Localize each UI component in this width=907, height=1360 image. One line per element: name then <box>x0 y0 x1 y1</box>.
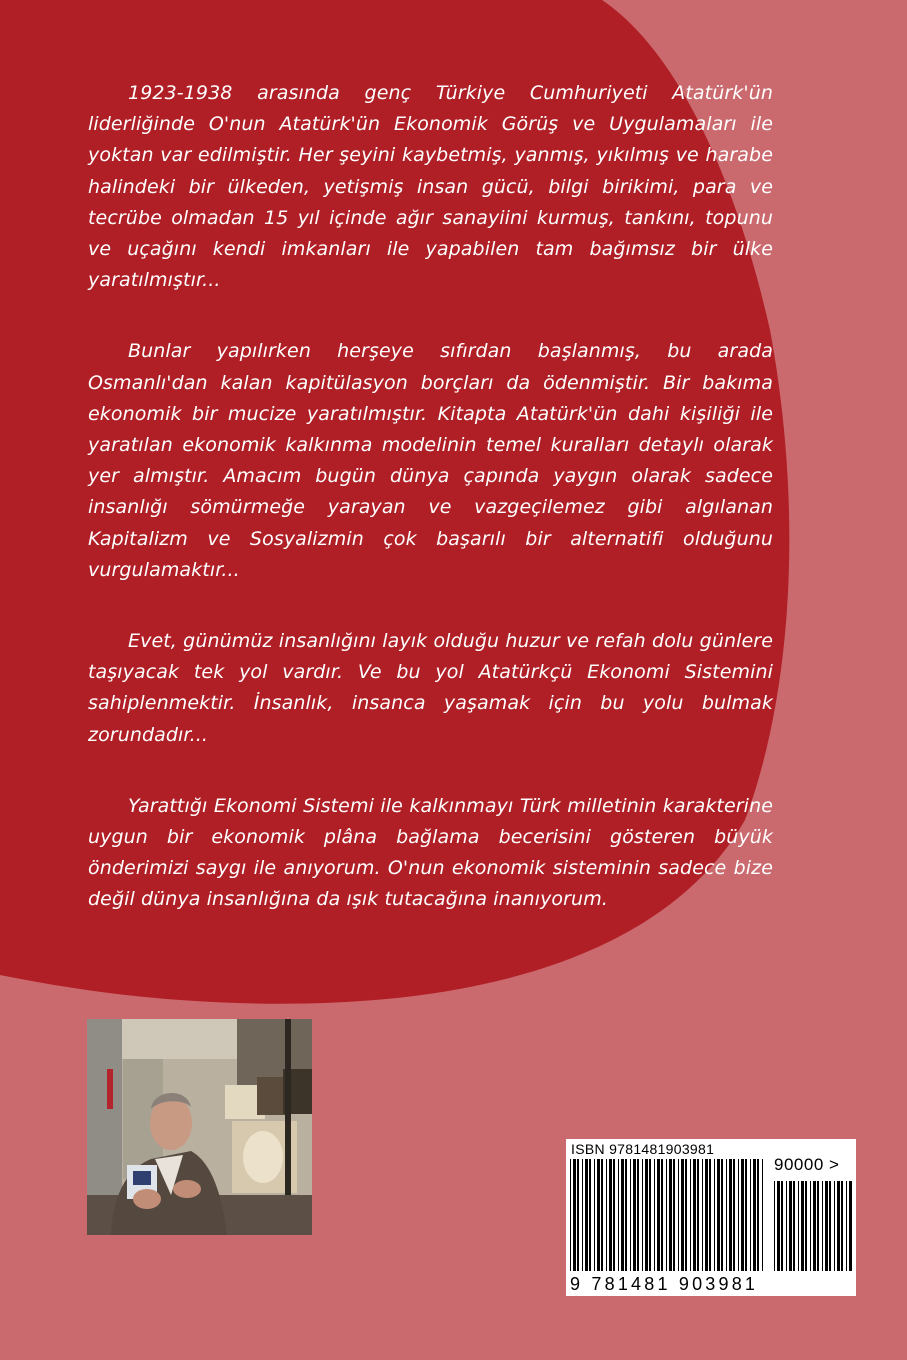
paragraph-3: Evet, günümüz insanlığını layık olduğu huzur ve refah dolu günlere taşıyacak tek yol vardır. Ve bu yol Atatürkçü Ekonomi Sistemini sahiplenmektir. İnsanlık, insanca yaşamak için bu yolu bulmak zorundadır... <box>88 630 773 746</box>
paragraph-2: Bunlar yapılırken herşeye sıfırdan başlanmış, bu arada Osmanlı'dan kalan kapitülasyon borçları da ödenmiştir. Bir bakıma ekonomik bir mucize yaratılmıştır. Kitapta Atatürk'ün dahi kişiliği ile yaratılan ekonomik kalkınma modelinin temel kuralları detaylı olarak yer almıştır. Amacım bugün dünya çapında yaygın olarak sadece insanlığı sömürmeğe yarayan ve vazgeçilemez gibi algılanan Kapitalizm ve Sosyalizmin çok başarılı bir alternatifi olduğunu vurgulamaktır... <box>88 340 773 581</box>
price-code-arrow: > <box>829 1155 840 1174</box>
isbn-label: ISBN 9781481903981 <box>571 1141 715 1157</box>
paragraph-1: 1923-1938 arasında genç Türkiye Cumhuriyeti Atatürk'ün liderliğinde O'nun Atatürk'ün Ekonomik Görüş ve Uygulamaları ile yoktan var edilmiştir. Her şeyini kaybetmiş, yanmış, yıkılmış ve harabe halindeki bir ülkeden, yetişmiş insan gücü, bilgi birikimi, para ve tecrübe olmadan 15 yıl içinde ağır sanayiini kurmuş, tankını, topunu ve uçağını kendi imkanları ile yapabilen tam bağımsız bir ülke yaratılmıştır... <box>88 82 773 292</box>
back-cover-text <box>88 78 773 916</box>
price-code-digits: 90000 <box>774 1155 824 1174</box>
price-code <box>774 1155 839 1175</box>
author-photo <box>87 1019 312 1235</box>
barcode-digits: 9 781481 903981 <box>570 1274 759 1294</box>
paragraph-4: Yarattığı Ekonomi Sistemi ile kalkınmayı Türk milletinin karakterine uygun bir ekonomik plâna bağlama becerisini gösteren büyük önderimizi saygı ile anıyorum. O'nun ekonomik sisteminin sadece bize değil dünya insanlığına da ışık tutacağına inanıyorum. <box>88 794 773 911</box>
isbn-barcode <box>566 1139 856 1296</box>
